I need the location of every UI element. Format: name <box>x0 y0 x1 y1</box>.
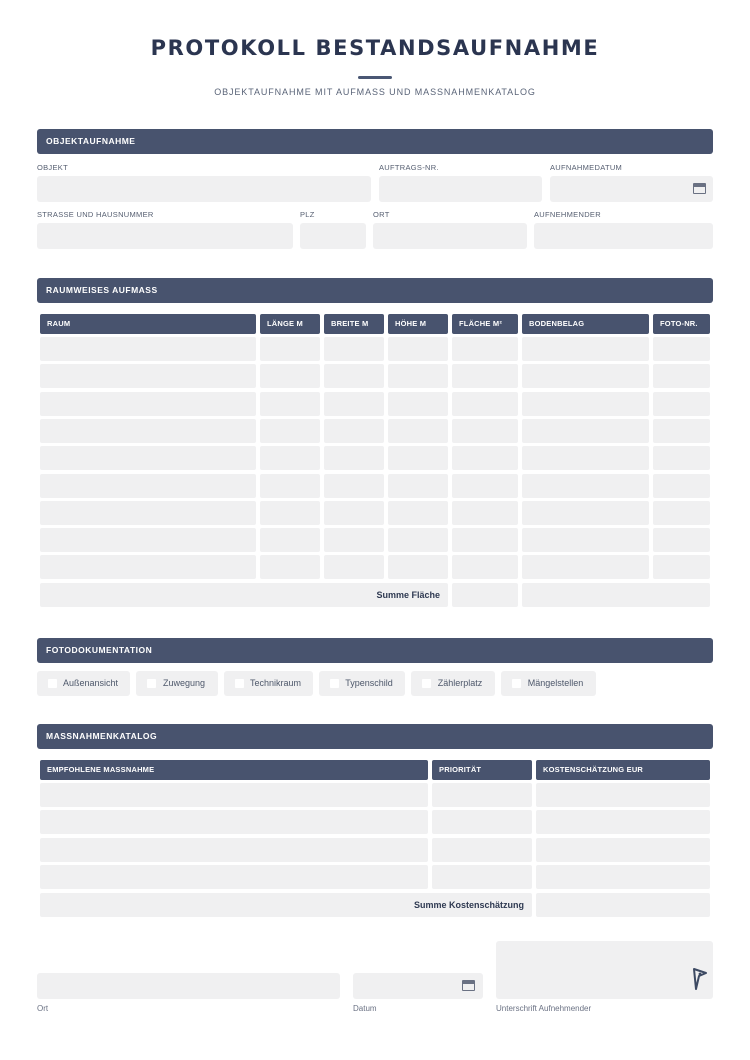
label-ort: ORT <box>373 210 390 219</box>
table-cell[interactable] <box>388 474 448 498</box>
section-heading-objektaufnahme: OBJEKTAUFNAHME <box>37 129 713 154</box>
table-cell[interactable] <box>260 501 320 525</box>
table-cell[interactable] <box>260 364 320 388</box>
table-cell[interactable] <box>324 555 384 579</box>
checkbox-label: Technikraum <box>249 678 302 688</box>
column-header-breite: BREITE M <box>324 314 384 334</box>
table-cell[interactable] <box>324 528 384 552</box>
checkbox-label: Mängelstellen <box>527 678 584 688</box>
table-cell[interactable] <box>388 392 448 416</box>
table-cell[interactable] <box>653 419 710 443</box>
section-heading-aufmass: RAUMWEISES AUFMASS <box>37 278 713 303</box>
table-cell[interactable] <box>40 446 256 470</box>
table-cell[interactable] <box>388 364 448 388</box>
table-cell[interactable] <box>432 865 532 889</box>
checkbox-label: Zählerplatz <box>437 678 483 688</box>
table-cell[interactable] <box>522 446 649 470</box>
table-cell[interactable] <box>40 501 256 525</box>
footer-ort-label: Ort <box>37 1004 49 1013</box>
table-cell[interactable] <box>324 392 384 416</box>
table-cell[interactable] <box>522 419 649 443</box>
table-cell[interactable] <box>452 446 518 470</box>
table-cell[interactable] <box>40 555 256 579</box>
table-cell[interactable] <box>432 838 532 862</box>
title-divider <box>358 76 392 79</box>
table-cell[interactable] <box>653 555 710 579</box>
table-cell[interactable] <box>653 474 710 498</box>
table-cell[interactable] <box>40 783 428 807</box>
table-cell[interactable] <box>388 446 448 470</box>
table-cell[interactable] <box>260 337 320 361</box>
table-cell[interactable] <box>40 392 256 416</box>
table-cell[interactable] <box>40 474 256 498</box>
table-cell[interactable] <box>452 364 518 388</box>
footer-datum-label: Datum <box>353 1004 377 1013</box>
table-cell[interactable] <box>653 501 710 525</box>
summe-kosten-field[interactable] <box>536 893 710 917</box>
signature-field[interactable] <box>496 941 713 999</box>
label-plz: PLZ <box>300 210 315 219</box>
table-cell[interactable] <box>522 337 649 361</box>
label-aufnahmedatum: AUFNAHMEDATUM <box>550 163 623 172</box>
column-header-bodenbelag: BODENBELAG <box>522 314 649 334</box>
table-cell[interactable] <box>388 419 448 443</box>
objekt-field[interactable] <box>37 176 371 202</box>
table-cell[interactable] <box>536 865 710 889</box>
checkbox-zuwegung[interactable] <box>136 671 218 696</box>
table-cell[interactable] <box>40 364 256 388</box>
table-cell[interactable] <box>522 528 649 552</box>
table-cell[interactable] <box>653 337 710 361</box>
table-cell[interactable] <box>40 528 256 552</box>
footer-ort-field[interactable] <box>37 973 340 999</box>
page-title: PROTOKOLL BESTANDSAUFNAHME <box>150 36 600 60</box>
table-cell[interactable] <box>452 501 518 525</box>
table-cell[interactable] <box>40 810 428 834</box>
table-cell[interactable] <box>260 474 320 498</box>
table-cell[interactable] <box>324 474 384 498</box>
checkbox-typenschild[interactable] <box>319 671 405 696</box>
table-cell[interactable] <box>536 810 710 834</box>
checkbox-technikraum[interactable] <box>224 671 313 696</box>
table-cell[interactable] <box>522 474 649 498</box>
table-cell[interactable] <box>522 501 649 525</box>
table-cell[interactable] <box>536 838 710 862</box>
table-cell[interactable] <box>388 337 448 361</box>
auftrags-nr-field[interactable] <box>379 176 542 202</box>
plz-field[interactable] <box>300 223 366 249</box>
calendar-icon[interactable] <box>462 980 475 991</box>
table-cell[interactable] <box>653 528 710 552</box>
summe-flaeche-field[interactable] <box>452 583 518 607</box>
column-header-kostenschaetzung: KOSTENSCHÄTZUNG EUR <box>536 760 710 780</box>
label-auftrags-nr: AUFTRAGS-NR. <box>379 163 439 172</box>
section-heading-massnahmenkatalog: MASSNAHMENKATALOG <box>37 724 713 749</box>
aufnehmender-field[interactable] <box>534 223 713 249</box>
table-cell[interactable] <box>260 555 320 579</box>
table-cell[interactable] <box>653 446 710 470</box>
summe-kosten-label: Summe Kostenschätzung <box>40 893 532 917</box>
table-cell[interactable] <box>432 783 532 807</box>
table-cell[interactable] <box>432 810 532 834</box>
checkbox-label: Außenansicht <box>62 678 119 688</box>
table-cell[interactable] <box>40 865 428 889</box>
table-cell[interactable] <box>324 364 384 388</box>
table-cell[interactable] <box>452 474 518 498</box>
footer-datum-field[interactable] <box>353 973 483 999</box>
checkbox-label: Typenschild <box>345 678 393 688</box>
column-header-flaeche: FLÄCHE M² <box>452 314 518 334</box>
table-cell[interactable] <box>260 419 320 443</box>
summe-flaeche-spacer <box>522 583 710 607</box>
footer-unterschrift-label: Unterschrift Aufnehmender <box>496 1004 592 1013</box>
table-cell[interactable] <box>40 337 256 361</box>
table-cell[interactable] <box>388 528 448 552</box>
table-cell[interactable] <box>522 364 649 388</box>
table-cell[interactable] <box>40 838 428 862</box>
table-cell[interactable] <box>452 337 518 361</box>
aufnahmedatum-field[interactable] <box>550 176 713 202</box>
table-cell[interactable] <box>653 392 710 416</box>
table-cell[interactable] <box>522 392 649 416</box>
label-objekt: OBJEKT <box>37 163 68 172</box>
label-strasse: STRASSE UND HAUSNUMMER <box>37 210 154 219</box>
column-header-prioritaet: PRIORITÄT <box>432 760 532 780</box>
table-cell[interactable] <box>452 392 518 416</box>
table-cell[interactable] <box>452 555 518 579</box>
table-cell[interactable] <box>452 528 518 552</box>
checkbox-aussenansicht[interactable] <box>37 671 130 696</box>
column-header-laenge: LÄNGE M <box>260 314 320 334</box>
ort-field[interactable] <box>373 223 527 249</box>
table-cell[interactable] <box>452 419 518 443</box>
checkbox-zaehlerplatz[interactable] <box>411 671 495 696</box>
calendar-icon[interactable] <box>693 183 706 194</box>
table-cell[interactable] <box>324 419 384 443</box>
column-header-foto-nr: FOTO-NR. <box>653 314 710 334</box>
column-header-hoehe: HÖHE M <box>388 314 448 334</box>
column-header-massnahme: EMPFOHLENE MASSNAHME <box>40 760 428 780</box>
table-cell[interactable] <box>324 446 384 470</box>
table-cell[interactable] <box>653 364 710 388</box>
table-cell[interactable] <box>536 783 710 807</box>
pen-nib-icon <box>692 967 708 991</box>
table-cell[interactable] <box>388 501 448 525</box>
label-aufnehmender: AUFNEHMENDER <box>534 210 601 219</box>
table-cell[interactable] <box>260 392 320 416</box>
table-cell[interactable] <box>388 555 448 579</box>
table-cell[interactable] <box>260 528 320 552</box>
section-heading-fotodokumentation: FOTODOKUMENTATION <box>37 638 713 663</box>
summe-flaeche-label: Summe Fläche <box>40 583 448 607</box>
table-cell[interactable] <box>522 555 649 579</box>
table-cell[interactable] <box>260 446 320 470</box>
checkbox-label: Zuwegung <box>162 678 206 688</box>
checkbox-maengelstellen[interactable] <box>501 671 596 696</box>
table-cell[interactable] <box>40 419 256 443</box>
table-cell[interactable] <box>324 337 384 361</box>
strasse-field[interactable] <box>37 223 293 249</box>
column-header-raum: RAUM <box>40 314 256 334</box>
page-subtitle: OBJEKTAUFNAHME MIT AUFMASS UND MASSNAHMENKATALOG <box>214 87 536 97</box>
table-cell[interactable] <box>324 501 384 525</box>
